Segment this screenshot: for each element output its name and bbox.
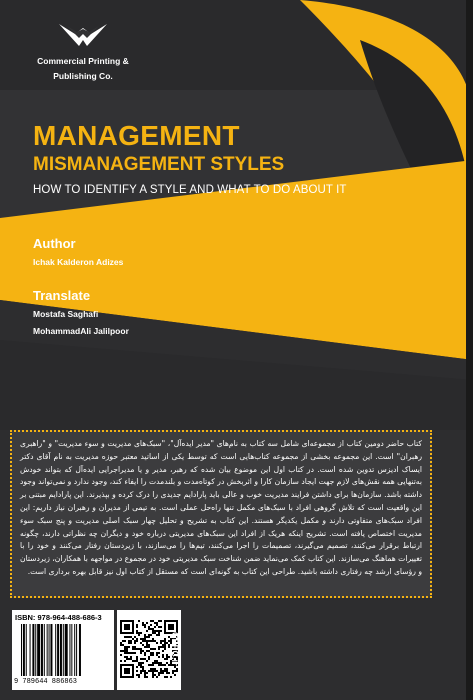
qr-module [156,622,158,624]
qr-module [136,640,138,642]
qr-module [142,658,144,660]
qr-module [158,632,160,634]
qr-module [136,658,138,660]
barcode-bar [44,624,45,676]
qr-module [156,630,158,632]
qr-module [142,666,144,668]
qr-module [152,662,154,664]
qr-module [132,646,134,648]
qr-module [144,636,146,638]
qr-module [128,640,130,642]
qr-module [144,674,146,676]
qr-module [136,626,138,628]
qr-module [166,642,168,644]
qr-module [142,622,144,624]
barcode-bar [79,624,81,676]
qr-module [166,670,168,672]
qr-module [150,648,152,650]
qr-module [160,670,162,672]
qr-module [152,628,154,630]
qr-module [152,670,154,672]
isbn-label: ISBN: 978-964-488-686-3 [15,613,102,622]
qr-module [148,664,150,666]
barcode-bar [23,624,25,676]
qr-module [156,662,158,664]
qr-module [152,620,154,622]
barcode-bar [71,624,72,676]
eagle-wings-icon [57,20,109,52]
qr-module [150,640,152,642]
qr-module [132,638,134,640]
barcode-bar [37,624,40,676]
qr-module [124,660,126,662]
publisher-name-line1: Commercial Printing & [37,56,129,66]
qr-module [146,642,148,644]
barcode-bar [21,624,22,676]
qr-module [156,676,158,678]
qr-module [148,646,150,648]
qr-module [152,630,154,632]
qr-module [132,648,134,650]
qr-module [142,644,144,646]
qr-module [142,662,144,664]
qr-module [158,648,160,650]
qr-module [124,636,126,638]
qr-module [130,652,132,654]
qr-module [154,632,156,634]
qr-module [140,650,142,652]
barcode-bars [21,624,107,676]
qr-module [160,640,162,642]
qr-module [136,648,138,650]
qr-module [152,672,154,674]
barcode-bar [74,624,75,676]
qr-module [168,672,170,674]
qr-module [160,672,162,674]
qr-module [154,630,156,632]
qr-module [152,648,154,650]
qr-module [160,668,162,670]
qr-module [164,676,166,678]
barcode-digits: 9 789644 886863 [14,678,78,686]
qr-module [152,668,154,670]
qr-module [126,656,128,658]
qr-module [150,624,152,626]
qr-module [146,644,148,646]
qr-module [162,654,164,656]
qr-module [146,672,148,674]
barcode-bar [41,624,43,676]
qr-module [128,646,130,648]
qr-module [154,648,156,650]
book-title-line1: MANAGEMENT [33,120,240,151]
qr-module [148,626,150,628]
qr-module [142,668,144,670]
qr-module [144,670,146,672]
qr-module [138,674,140,676]
blurb-text: کتاب حاضر دومین کتاب از مجموعه‌ای شامل سه کتاب به نام‌های "مدیر ایده‌آل"، "سبک‌های مدیریت و سوء مدیریت" و "راهبری رهبران" است. این مجموعه بخشی از مجموعه کتاب‌هایی است که توسط یکی از اساتید معتبر حوزه مدیریت به نام آقای دکتر ایساک ادیزس تدوین شده است. در کتاب اول این موضوع بیان شده که رهبر، مدیر و یا مدیراجرایی ایده‌آل که بتواند خودش به‌تنهایی همه نقش‌های لازم جهت ایجاد سازمان کارا و اثربخش در کوتاه‌مدت و بلندمدت را ایفاء کند، وجود ندارد و نمی‌تواند وجود داشته باشد. سازمان‌ها برای داشتن فرایند مدیریت خوب و عالی باید پارادایم جدیدی را درک کرده و بپذیرند. این پارادایم مبتنی بر این واقعیت است که تلاش گروهی افراد با سبک‌های مکمل تنها راه‌حل عملی است. به تیمی از مدیران و رهبران نیاز داریم: این افراد سبک‌های متفاوتی دارند و مکمل یکدیگر هستند. این کتاب به تشریح و تحلیل چهار سبک اصلی مدیریت و پنج سبک سوء مدیریت اختصاص یافته است. تشریح اینکه هریک از افراد این سبک‌های مدیریتی درباره خود و دیگران چه نظراتی دارند، چگونه ارتباط برقرار می‌کنند، تصمیم می‌گیرند، تصمیمات را اجرا می‌کنند، تیم‌ها را می‌سازند، با زیردستان رفتار می‌کنند و خود را با تغییرات هماهنگ می‌سازند. این کتاب کمک می‌نماید ضمن شناخت سبک مدیریتی خود در مجموع در مواجهه با همکاران، زیردستان و رؤسای ارشد چه رفتاری داشته باشید. طراحی این کتاب به گونه‌ای است که مستقل از کتاب اول نیز قابل بهره برداری است. [20,439,422,576]
qr-module [140,670,142,672]
author-heading: Author [33,236,76,251]
qr-module [152,654,154,656]
qr-module [146,650,148,652]
qr-module [154,662,156,664]
qr-module [162,656,164,658]
qr-module [156,660,158,662]
qr-module [146,622,148,624]
qr-module [136,666,138,668]
qr-module [144,638,146,640]
qr-module [134,652,136,654]
qr-module [150,620,152,622]
blurb-box [10,430,432,598]
qr-module [162,664,164,666]
qr-module [138,676,140,678]
qr-module [146,646,148,648]
qr-module [138,648,140,650]
qr-module [120,644,122,646]
qr-module [164,668,166,670]
qr-module [154,660,156,662]
qr-module [144,652,146,654]
qr-module [164,644,166,646]
qr-module [148,656,150,658]
qr-module [140,658,142,660]
qr-module [158,634,160,636]
qr-module [156,652,158,654]
qr-module [164,664,166,666]
qr-module [140,652,142,654]
qr-module [146,636,148,638]
qr-module [152,664,154,666]
qr-module [124,648,126,650]
qr-module [134,640,136,642]
qr-module [124,650,126,652]
qr-module [140,662,142,664]
qr-module [158,630,160,632]
qr-module [134,642,136,644]
qr-module [142,650,144,652]
book-subtitle: HOW TO IDENTIFY A STYLE AND WHAT TO DO ABOUT IT [33,184,347,196]
qr-module [130,658,132,660]
barcode-bar [35,624,36,676]
barcode-bar [65,624,68,676]
qr-module [124,646,126,648]
qr-module [144,658,146,660]
qr-module [158,626,160,628]
translate-heading: Translate [33,288,91,303]
qr-module [166,676,168,678]
qr-module [154,668,156,670]
qr-module [134,648,136,650]
qr-module [128,642,130,644]
qr-module [146,660,148,662]
qr-module [124,640,126,642]
qr-finder-module [168,624,174,630]
qr-module [162,644,164,646]
qr-module [144,654,146,656]
qr-module [126,636,128,638]
author-name: Ichak Kalderon Adizes [33,257,124,267]
qr-module [144,634,146,636]
qr-module [128,636,130,638]
qr-module [152,638,154,640]
qr-module [152,674,154,676]
qr-module [120,650,122,652]
qr-module [138,634,140,636]
qr-module [122,644,124,646]
qr-module [138,620,140,622]
qr-module [158,662,160,664]
qr-module [156,654,158,656]
qr-module [140,632,142,634]
qr-module [164,646,166,648]
barcode-bar [69,624,70,676]
barcode-bar [55,624,56,676]
qr-module [154,626,156,628]
qr-module [158,672,160,674]
qr-module [142,670,144,672]
qr-module [150,654,152,656]
qr-module [172,670,174,672]
qr-module [152,676,154,678]
qr-module [140,666,142,668]
qr-module [144,626,146,628]
qr-module [164,640,166,642]
qr-module [146,630,148,632]
qr-module [120,654,122,656]
qr-module [140,672,142,674]
qr-module [156,634,158,636]
qr-module [148,658,150,660]
qr-module [152,640,154,642]
qr-module [126,648,128,650]
qr-module [162,650,164,652]
qr-module [154,640,156,642]
qr-module [132,660,134,662]
qr-module [152,632,154,634]
qr-module [130,640,132,642]
qr-finder-module [124,624,130,630]
qr-module [158,646,160,648]
qr-module [126,658,128,660]
qr-module [148,634,150,636]
qr-module [134,660,136,662]
qr-module [134,646,136,648]
qr-module [140,638,142,640]
qr-module [150,634,152,636]
spine-edge [466,0,473,700]
barcode-bar [63,624,64,676]
website-label: CPPC.ir [170,632,180,666]
qr-module [138,632,140,634]
qr-module [150,670,152,672]
barcode-bar [60,624,62,676]
qr-module [128,658,130,660]
qr-module [164,648,166,650]
qr-module [154,670,156,672]
qr-module [150,628,152,630]
barcode-bar [49,624,50,676]
qr-module [130,636,132,638]
qr-module [136,660,138,662]
barcode-bar [26,624,27,676]
qr-finder-module [124,668,130,674]
qr-module [136,624,138,626]
qr-module [130,642,132,644]
qr-module [134,636,136,638]
qr-module [172,672,174,674]
qr-module [158,656,160,658]
qr-module [144,646,146,648]
qr-module [162,672,164,674]
qr-module [140,642,142,644]
qr-module [122,640,124,642]
qr-module [174,674,176,676]
qr-module [148,636,150,638]
qr-module [174,666,176,668]
qr-module [130,656,132,658]
qr-module [124,652,126,654]
qr-module [160,646,162,648]
qr-module [148,640,150,642]
qr-module [120,660,122,662]
qr-module [160,626,162,628]
qr-module [124,656,126,658]
qr-module [144,676,146,678]
qr-module [150,652,152,654]
qr-module [166,668,168,670]
qr-module [144,640,146,642]
qr-module [142,640,144,642]
barcode-bar [30,624,31,676]
qr-module [154,674,156,676]
qr-module [148,628,150,630]
qr-module [156,624,158,626]
qr-module [160,642,162,644]
qr-module [132,652,134,654]
qr-module [152,652,154,654]
qr-module [148,644,150,646]
qr-module [136,630,138,632]
qr-module [138,664,140,666]
qr-module [122,650,124,652]
qr-module [160,620,162,622]
barcode-bar [57,624,59,676]
qr-module [148,670,150,672]
qr-module [176,668,178,670]
qr-module [174,670,176,672]
qr-module [120,642,122,644]
qr-module [156,642,158,644]
qr-module [142,638,144,640]
qr-module [166,662,168,664]
qr-module [160,664,162,666]
translator-name-2: MohammadAli Jalilpoor [33,326,129,336]
publisher-logo [28,20,138,82]
qr-module [136,670,138,672]
qr-module [136,674,138,676]
qr-module [140,648,142,650]
qr-module [166,656,168,658]
qr-module [136,656,138,658]
qr-module [144,624,146,626]
qr-module [162,640,164,642]
qr-module [142,624,144,626]
qr-module [146,640,148,642]
qr-module [162,646,164,648]
qr-module [166,672,168,674]
qr-module [160,630,162,632]
qr-module [154,622,156,624]
qr-module [128,652,130,654]
qr-module [140,664,142,666]
qr-module [144,672,146,674]
qr-module [150,668,152,670]
qr-module [158,664,160,666]
qr-module [156,670,158,672]
qr-module [166,654,168,656]
qr-module [162,670,164,672]
qr-module [148,650,150,652]
qr-module [136,632,138,634]
qr-module [164,642,166,644]
qr-module [170,676,172,678]
barcode-bar [32,624,34,676]
barcode-bar [50,624,52,676]
barcode-bar [47,624,48,676]
qr-module [164,670,166,672]
qr-module [166,658,168,660]
translator-name-1: Mostafa Saghafi [33,309,99,319]
qr-module [150,664,152,666]
qr-module [136,638,138,640]
publisher-name-line2: Publishing Co. [53,71,113,81]
qr-module [138,662,140,664]
qr-module [176,670,178,672]
qr-module [126,650,128,652]
qr-module [164,638,166,640]
qr-module [158,652,160,654]
qr-module [160,662,162,664]
qr-module [126,646,128,648]
isbn-barcode [12,610,114,690]
qr-module [126,652,128,654]
barcode-bar [76,624,77,676]
qr-module [158,620,160,622]
qr-module [146,676,148,678]
qr-module [164,658,166,660]
book-title-line2: MISMANAGEMENT STYLES [33,154,285,175]
qr-module [158,674,160,676]
